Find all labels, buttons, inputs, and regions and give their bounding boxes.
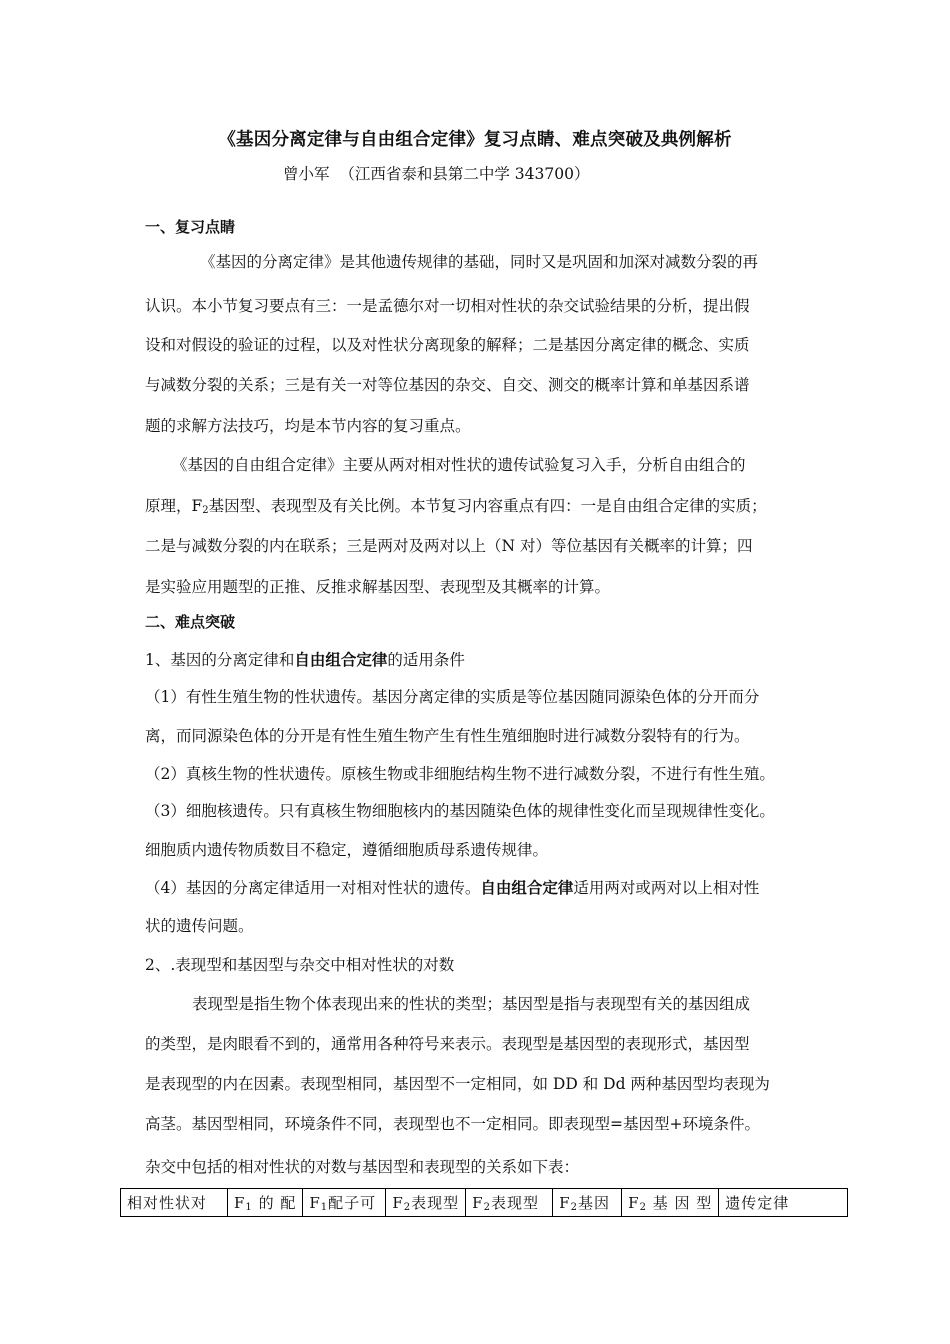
paragraph-line: 与减数分裂的关系；三是有关一对等位基因的杂交、自交、测交的概率计算和单基因系谱 (145, 376, 750, 394)
table-header-row (121, 1189, 848, 1217)
relation-table (120, 1188, 848, 1217)
table-header-cell: $F_2$表现型 (466, 1189, 553, 1217)
condition-line: 细胞质内遗传物质数目不稳定，遵循细胞质母系遗传规律。 (145, 841, 549, 859)
table-header-cell: $F_2$ 基 因 型 (622, 1189, 719, 1217)
condition-line: 状的遗传问题。 (145, 917, 254, 935)
paragraph-line: 设和对假设的验证的过程，以及对性状分离现象的解释；二是基因分离定律的概念、实质 (145, 336, 750, 354)
paragraph-line: 高茎。基因型相同，环境条件不同，表现型也不一定相同。即表现型=基因型+环境条件。 (145, 1115, 760, 1133)
condition-line: （2）真核生物的性状遗传。原核生物或非细胞结构生物不进行减数分裂，不进行有性生殖。 (145, 765, 775, 783)
paragraph-line: 是实验应用题型的正推、反推求解基因型、表现型及其概率的计算。 (145, 578, 611, 596)
paragraph-line: 是表现型的内在因素。表现型相同，基因型不一定相同，如 DD 和 Dd 两种基因型均表现为 (145, 1075, 770, 1093)
table-header-cell: $F_2$基因 (553, 1189, 622, 1217)
paragraph-line: 《基因的自由组合定律》主要从两对相对性状的遗传试验复习入手，分析自由组合的 (172, 456, 746, 474)
table-header-cell: 相对性状对 (121, 1189, 228, 1217)
author-line: 曾小军 （江西省泰和县第二中学 343700） (283, 165, 590, 183)
paragraph-line: 杂交中包括的相对性状的对数与基因型和表现型的关系如下表： (145, 1158, 580, 1176)
condition-line: （3）细胞核遗传。只有真核生物细胞核内的基因随染色体的规律性变化而呈现规律性变化。 (145, 802, 775, 820)
subheading-line: 1、基因的分离定律和自由组合定律的适用条件 (145, 651, 465, 669)
subheading-line: 2、.表现型和基因型与杂交中相对性状的对数 (145, 956, 455, 974)
paragraph-line: 表现型是指生物个体表现出来的性状的类型；基因型是指与表现型有关的基因组成 (192, 995, 751, 1013)
paragraph-line: 原理，$F_2$基因型、表现型及有关比例。本节复习内容重点有四：一是自由组合定律的实质； (145, 497, 767, 516)
paragraph-line: 题的求解方法技巧，均是本节内容的复习重点。 (145, 417, 471, 435)
paragraph-line: 二是与减数分裂的内在联系；三是两对及两对以上（N 对）等位基因有关概率的计算；四 (145, 537, 753, 555)
table-header-cell: $F_1$配子可 (303, 1189, 386, 1217)
condition-line: （4）基因的分离定律适用一对相对性状的遗传。自由组合定律适用两对或两对以上相对性 (145, 879, 760, 897)
condition-line: 离，而同源染色体的分开是有性生殖生物产生有性生殖细胞时进行减数分裂特有的行为。 (145, 727, 750, 745)
paragraph-line: 的类型，是肉眼看不到的，通常用各种符号来表示。表现型是基因型的表现形式，基因型 (145, 1035, 750, 1053)
paragraph-line: 《基因的分离定律》是其他遗传规律的基础，同时又是巩固和加深对减数分裂的再 (200, 253, 759, 271)
paragraph-line: 认识。本小节复习要点有三：一是孟德尔对一切相对性状的杂交试验结果的分析，提出假 (145, 297, 750, 315)
table-header-cell: $F_2$表现型 (386, 1189, 466, 1217)
condition-line: （1）有性生殖生物的性状遗传。基因分离定律的实质是等位基因随同源染色体的分开而分 (145, 688, 760, 706)
document-title: 《基因分离定律与自由组合定律》复习点睛、难点突破及典例解析 (218, 130, 732, 150)
table-header-cell: $F_1$ 的 配 (228, 1189, 303, 1217)
section-heading-review: 一、复习点睛 (145, 218, 236, 236)
section-heading-difficulties: 二、难点突破 (145, 613, 236, 631)
table-header-cell: 遗传定律 (719, 1189, 848, 1217)
